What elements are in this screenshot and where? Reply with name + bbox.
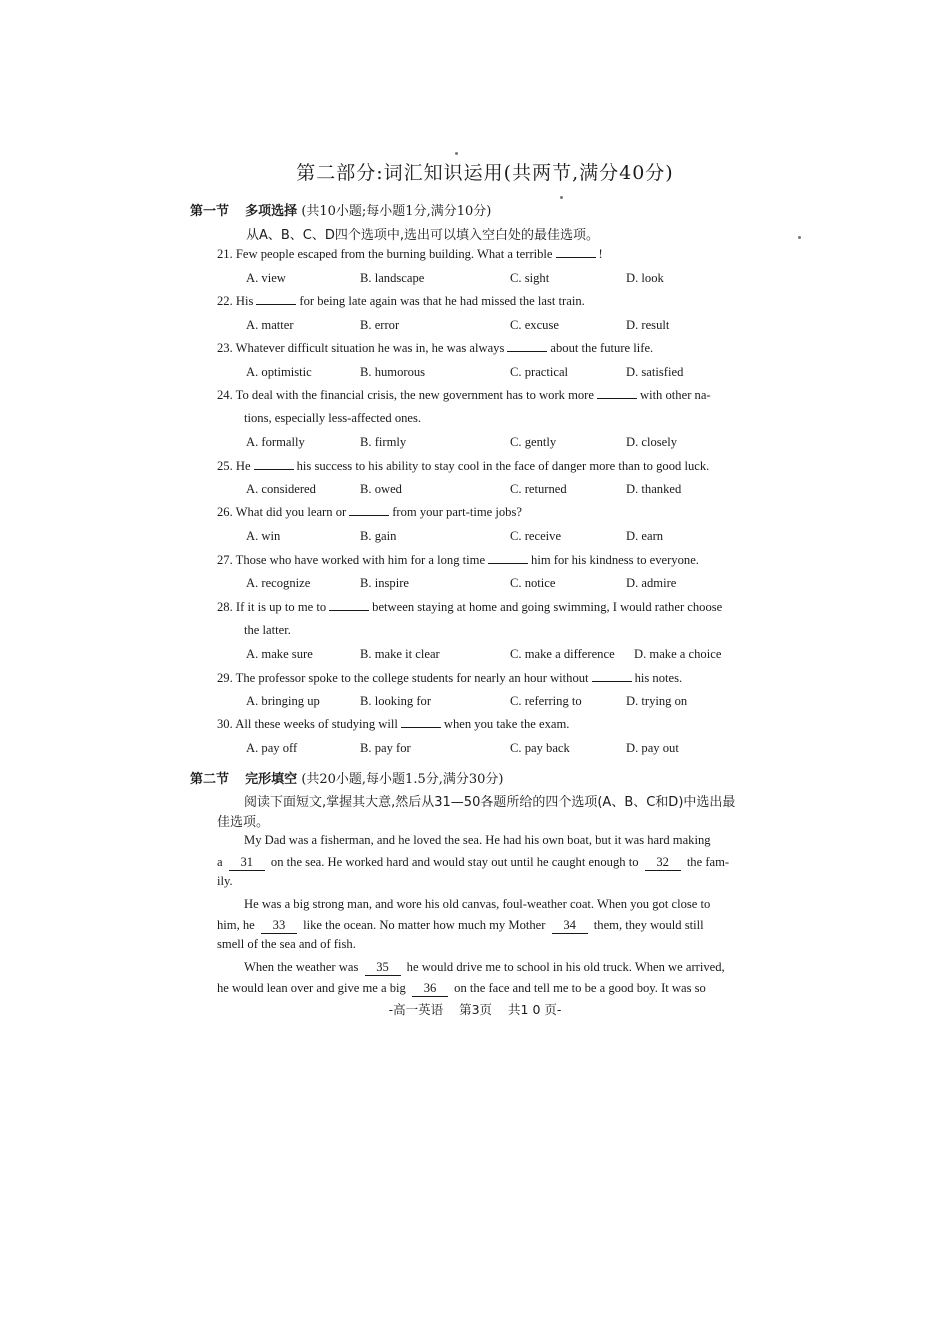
passage-line: My Dad was a fisherman, and he loved the sea. He had his own boat, but it was hard making [244,833,711,847]
option-a: A. matter [246,318,294,332]
passage-line: He was a big strong man, and wore his old canvas, foul-weather coat. When you got close to [244,897,711,911]
option-b: B. firmly [360,435,407,449]
option-d: D. earn [626,529,664,543]
option-c: C. pay back [510,741,570,755]
answer-blank [349,505,389,516]
option-b: B. owed [360,482,402,496]
cloze-blank-36: 36 [412,981,448,997]
passage-line: ily. [217,874,233,888]
option-d: D. thanked [626,482,682,496]
option-d: D. result [626,318,670,332]
question-22: 22. His for being late again was that he had missed the last train. [217,294,585,308]
option-c: C. receive [510,529,562,543]
option-a: A. bringing up [246,694,320,708]
option-a: A. view [246,271,286,285]
option-c: C. practical [510,365,569,379]
scan-speck [455,152,458,155]
option-c: C. make a difference [510,647,615,661]
option-d: D. admire [626,576,677,590]
question-30: 30. All these weeks of studying will when you take the exam. [217,717,570,731]
option-b: B. make it clear [360,647,440,661]
section2-instruction-cont: 佳选项。 [217,815,270,830]
option-b: B. inspire [360,576,409,590]
answer-blank [556,247,596,258]
question-23: 23. Whatever difficult situation he was in, he was always about the future life. [217,341,654,355]
option-a: A. optimistic [246,365,312,379]
footer-total: 共1 0 页- [508,1002,562,1017]
footer-subject: -高一英语 [388,1002,444,1017]
option-d: D. make a choice [634,647,722,661]
page-footer [0,1000,950,1018]
passage-line: smell of the sea and of fish. [217,937,356,951]
option-d: D. trying on [626,694,688,708]
part-title: 第二部分:词汇知识运用(共两节,满分40分) [296,162,674,184]
option-c: C. returned [510,482,567,496]
section1-label: 第一节 [190,204,230,219]
cloze-blank-35: 35 [365,960,401,976]
option-c: C. excuse [510,318,559,332]
answer-blank [329,600,369,611]
option-b: B. looking for [360,694,432,708]
answer-blank [401,717,441,728]
question-24: 24. To deal with the financial crisis, the new government has to work more with other na- [217,388,711,402]
question-25: 25. He his success to his ability to stay cool in the face of danger more than to good luck. [217,459,710,473]
question-21: 21. Few people escaped from the burning building. What a terrible ! [217,247,603,261]
question-27: 27. Those who have worked with him for a long time him for his kindness to everyone. [217,553,699,567]
passage-line: he would lean over and give me a big 36 on the face and tell me to be a good boy. It was so [217,981,706,995]
option-c: C. referring to [510,694,582,708]
answer-blank [256,294,296,305]
option-a: A. formally [246,435,305,449]
option-d: D. look [626,271,664,285]
option-d: D. satisfied [626,365,684,379]
option-c: C. sight [510,271,550,285]
question-29: 29. The professor spoke to the college students for nearly an hour without his notes. [217,671,683,685]
passage-line: him, he 33 like the ocean. No matter how much my Mother 34 them, they would still [217,918,704,932]
section2-name: 完形填空 [245,772,298,787]
answer-blank [507,341,547,352]
section2-label: 第二节 [190,772,230,787]
question-28: 28. If it is up to me to between staying at home and going swimming, I would rather choose [217,600,723,614]
answer-blank [254,459,294,470]
cloze-blank-31: 31 [229,855,265,871]
question-26: 26. What did you learn or from your part-time jobs? [217,505,522,519]
section1-header [190,200,491,219]
cloze-blank-32: 32 [645,855,681,871]
scan-speck [560,196,563,199]
section1-instruction: 从A、B、C、D四个选项中,选出可以填入空白处的最佳选项。 [246,228,600,243]
passage-line: When the weather was 35 he would drive me to school in his old truck. When we arrived, [244,960,725,974]
answer-blank [592,671,632,682]
option-b: B. pay for [360,741,411,755]
option-b: B. error [360,318,400,332]
section2-header [190,768,503,787]
cloze-blank-34: 34 [552,918,588,934]
question-24-continuation: tions, especially less-affected ones. [244,411,422,425]
section1-score: (共10小题;每小题1分,满分10分) [301,204,492,219]
option-d: D. pay out [626,741,679,755]
section1-name: 多项选择 [245,204,298,219]
answer-blank [488,553,528,564]
option-a: A. pay off [246,741,298,755]
option-a: A. make sure [246,647,313,661]
option-a: A. win [246,529,281,543]
answer-blank [597,388,637,399]
section2-instruction: 阅读下面短文,掌握其大意,然后从31—50各题所给的四个选项(A、B、C和D)中选出最 [244,795,736,810]
passage-line: a 31 on the sea. He worked hard and would stay out until he caught enough to 32 the fam- [217,855,730,869]
option-b: B. gain [360,529,397,543]
cloze-blank-33: 33 [261,918,297,934]
option-c: C. gently [510,435,557,449]
footer-page: 第3页 [459,1002,493,1017]
option-a: A. recognize [246,576,311,590]
option-c: C. notice [510,576,556,590]
option-a: A. considered [246,482,316,496]
scan-speck [798,236,801,239]
section2-score: (共20小题,每小题1.5分,满分30分) [301,772,504,787]
option-b: B. humorous [360,365,426,379]
option-d: D. closely [626,435,678,449]
option-b: B. landscape [360,271,425,285]
question-28-continuation: the latter. [244,623,291,637]
